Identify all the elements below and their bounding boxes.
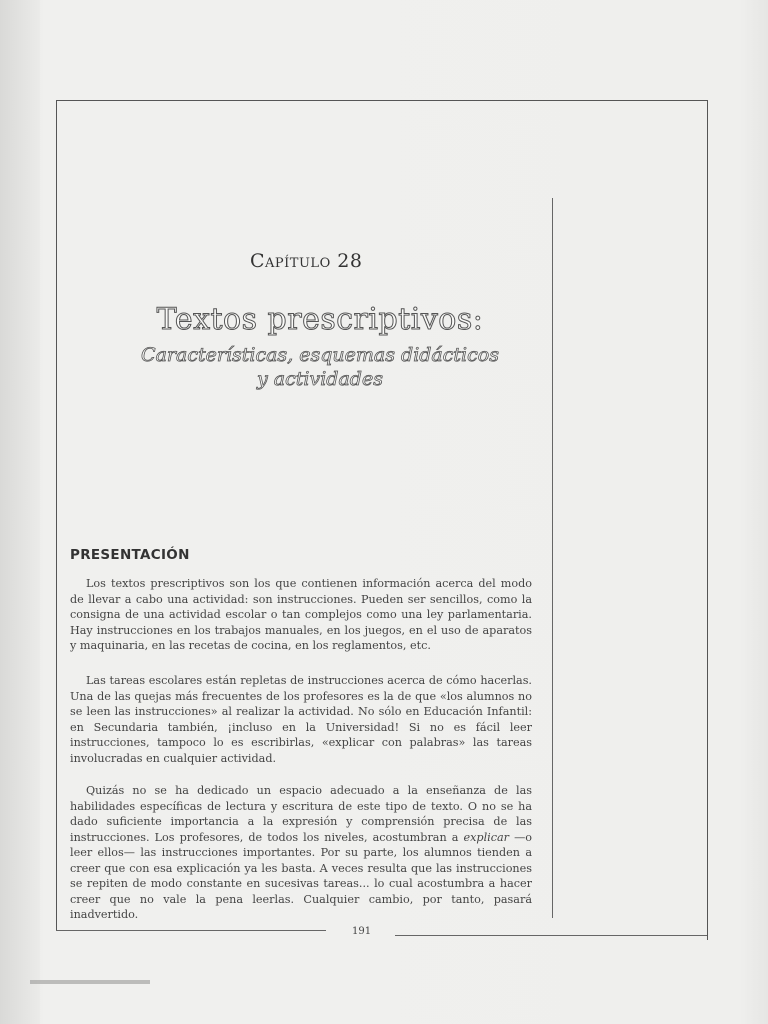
page-number: 191 (352, 926, 372, 937)
paragraph-3-emphasis: explicar (463, 830, 510, 844)
section-heading: PRESENTACIÓN (70, 547, 190, 563)
chapter-label: Capítulo 28 (250, 250, 363, 272)
scan-smudge (30, 980, 150, 984)
subtitle-line-1: Características, esquemas didácticos (141, 344, 499, 366)
paragraph-3-part-2: —o leer ellos— las instrucciones importantes. Por su parte, los alumnos tienden a creer que con esa explicación ya les basta. A veces resulta que las instrucciones se repiten de modo constante en sucesivas tareas... lo cual acostumbra a hacer creer que no vale la pena leerlas. Cualquier cambio, por tanto, pasará inadvertido. (70, 830, 533, 921)
subtitle-line-2: y actividades (257, 368, 383, 390)
chapter-subtitle (110, 343, 530, 391)
paragraph-3 (70, 783, 532, 923)
binding-shadow (0, 0, 40, 1024)
frame-right-rule (707, 100, 708, 940)
frame-bottom-rule-right (395, 935, 707, 936)
frame-bottom-rule-left (56, 930, 326, 931)
frame-left-rule (56, 100, 57, 930)
paragraph-2: Las tareas escolares están repletas de instrucciones acerca de cómo hacerlas. Una de las quejas más frecuentes de los profesores es la de que «los alumnos no se leen las instrucciones» al realizar la actividad. No sólo en Educación Infantil: en Secundaria también, ¡incluso en la Universidad! Si no es fácil leer instrucciones, tampoco lo es escribirlas, «explicar con palabras» las tareas involucradas en cualquier actividad. (70, 674, 532, 765)
frame-top-rule (56, 100, 708, 101)
inner-vertical-rule (552, 198, 553, 918)
paragraph-3-part-1: Quizás no se ha dedicado un espacio adecuado a la enseñanza de las habilidades específicas de lectura y escritura de este tipo de texto. O no se ha dado suficiente importancia a la expresión y comprensión precisa de las instrucciones. Los profesores, de todos los niveles, acostumbran a (70, 784, 532, 844)
chapter-title: Textos prescriptivos: (156, 302, 484, 337)
paragraph-1: Los textos prescriptivos son los que contienen información acerca del modo de llevar a cabo una actividad: son instrucciones. Pueden ser sencillos, como la consigna de una actividad escolar o tan complejos como una ley parlamentaria. Hay instrucciones en los trabajos manuales, en los juegos, en el uso de aparatos y maquinaria, en las recetas de cocina, en los reglamentos, etc. (70, 577, 532, 652)
